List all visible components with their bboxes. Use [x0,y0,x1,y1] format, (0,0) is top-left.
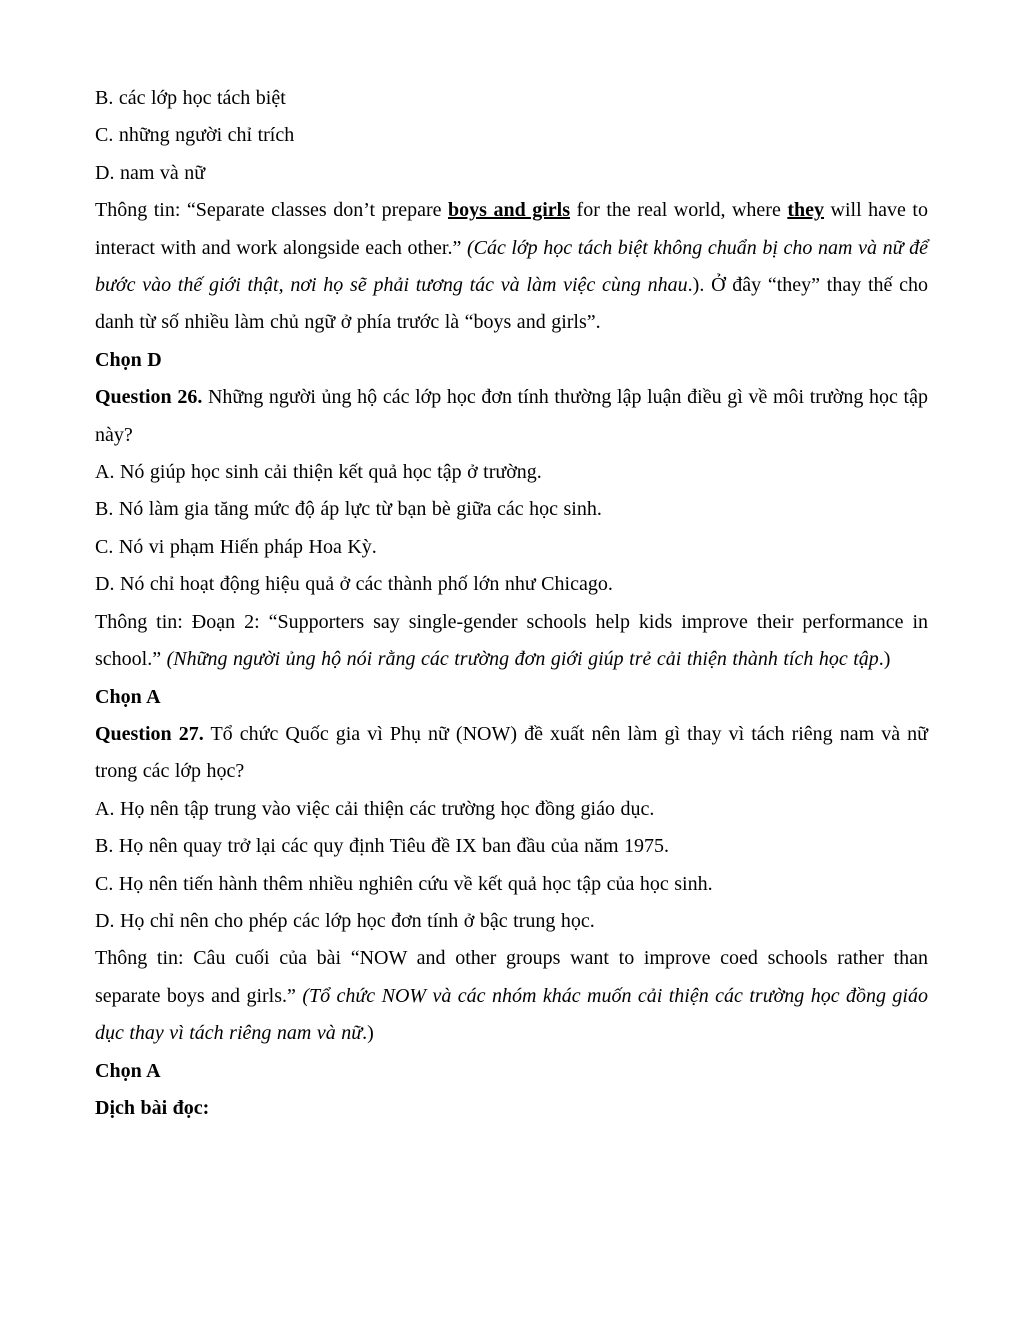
option-b-q25 [95,80,928,117]
answer-q27 [95,1053,928,1090]
text-run: .). Ở đây “they” thay thế cho danh từ số nhiều làm chủ ngữ ở phía trước là “boys and girls”. [95,274,934,334]
info-q27 [95,940,934,1052]
text-run: (Những người ủng hộ nói rằng các trường đơn giới giúp trẻ cải thiện thành tích học tập [166,648,879,671]
text-run: (Tổ chức NOW và các nhóm khác muốn cải thiện các trường học đồng giáo dục thay vì tách riêng nam và nữ [95,984,934,1045]
text-run: D. nam và nữ [95,161,206,184]
text-run: C. Nó vi phạm Hiến pháp Hoa Kỳ. [95,535,377,558]
text-run: C. những người chỉ trích [95,124,295,147]
document-content [95,80,934,1127]
text-run: C. Họ nên tiến hành thêm nhiều nghiên cứu về kết quả học tập của học sinh. [95,872,713,895]
text-run: Thông tin: “Separate classes don’t prepare [95,199,449,222]
option-d-q25 [95,155,928,192]
text-run: A. Nó giúp học sinh cải thiện kết quả học tập ở trường. [95,461,542,484]
text-run: they [787,199,825,222]
text-run: Question 27. [95,722,204,745]
option-b-q27 [95,828,928,865]
option-c-q25 [95,117,928,154]
option-c-q27 [95,866,928,903]
text-run: Tổ chức Quốc gia vì Phụ nữ (NOW) đề xuất nên làm gì thay vì tách riêng nam và nữ trong các lớp học? [95,722,934,783]
text-run: Thông tin: Đoạn 2: “Supporters say single-gender schools help kids improve their performance in school.” [95,610,934,671]
option-d-q27 [95,903,928,940]
info-q25 [95,192,934,342]
translation-heading [95,1090,928,1127]
text-run: Dịch bài đọc: [95,1096,210,1119]
text-run: Question 26. [95,386,203,409]
option-b-q26 [95,491,928,528]
question-26 [95,379,934,454]
text-run: D. Họ chỉ nên cho phép các lớp học đơn tính ở bậc trung học. [95,909,595,932]
text-run: D. Nó chỉ hoạt động hiệu quả ở các thành phố lớn như Chicago. [95,573,613,596]
option-a-q27 [95,791,928,828]
answer-q26 [95,679,928,716]
text-run: .) [362,1022,374,1045]
text-run: Thông tin: Câu cuối của bài “NOW and other groups want to improve coed schools rather than separate boys and girls.” [95,947,934,1007]
text-run: B. Họ nên quay trở lại các quy định Tiêu đề IX ban đầu của năm 1975. [95,835,670,858]
text-run: .) [878,648,891,671]
text-run: will have to interact with and work alongside each other.” [95,199,934,259]
text-run: Chọn A [95,1059,161,1082]
text-run: (Các lớp học tách biệt không chuẩn bị cho nam và nữ để bước vào thế giới thật, nơi họ sẽ phải tương tác và làm việc cùng nhau [95,236,934,297]
answer-q25 [95,342,928,379]
option-d-q26 [95,566,928,603]
text-run: Những người ủng hộ các lớp học đơn tính thường lập luận điều gì về môi trường học tập này? [95,386,934,446]
text-run: A. Họ nên tập trung vào việc cải thiện các trường học đồng giáo dục. [95,797,655,820]
info-q26 [95,604,934,679]
text-run: B. Nó làm gia tăng mức độ áp lực từ bạn bè giữa các học sinh. [95,498,602,521]
text-run: Chọn A [95,685,161,708]
option-a-q26 [95,454,928,491]
text-run: for the real world, where [570,199,788,222]
text-run: B. các lớp học tách biệt [95,87,286,109]
option-c-q26 [95,529,928,566]
question-27 [95,716,934,791]
text-run: boys and girls [448,199,571,222]
text-run: Chọn D [95,348,162,371]
